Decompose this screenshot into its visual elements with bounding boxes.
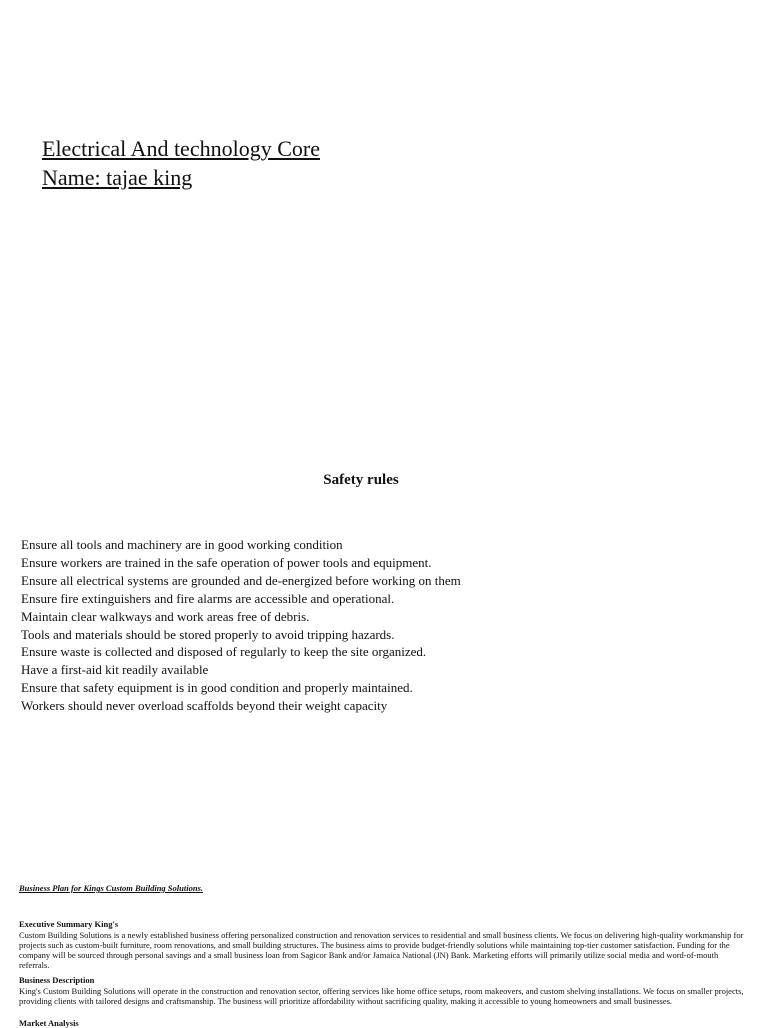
safety-rule: Ensure waste is collected and disposed of regularly to keep the site organized. bbox=[21, 644, 427, 660]
safety-rule: Ensure all tools and machinery are in good working condition bbox=[21, 537, 343, 552]
course-title: Electrical And technology Core bbox=[42, 136, 320, 161]
title-block bbox=[42, 134, 320, 192]
safety-rule: Workers should never overload scaffolds beyond their weight capacity bbox=[21, 698, 388, 714]
business-description-heading: Business Description bbox=[19, 975, 95, 985]
business-plan-title: Business Plan for Kings Custom Building Solutions. bbox=[19, 883, 204, 893]
market-analysis-heading: Market Analysis bbox=[19, 1018, 79, 1028]
student-name: Name: tajae king bbox=[42, 165, 193, 190]
safety-rule: Maintain clear walkways and work areas free of debris. bbox=[21, 608, 310, 624]
safety-rule: Ensure workers are trained in the safe operation of power tools and equipment. bbox=[21, 554, 432, 570]
executive-summary-heading: Executive Summary King's bbox=[19, 919, 119, 929]
safety-rule: Tools and materials should be stored properly to avoid tripping hazards. bbox=[21, 626, 395, 642]
business-description-body: King's Custom Building Solutions will operate in the construction and renovation sector, offering services like home office setups, room makeovers, and custom shelving installations. We focus on smaller projects, providing clients with tailored designs and craftsmanship. The business will prioritize affordability without sacrificing quality, making it accessible to young homeowners and small businesses. bbox=[19, 986, 744, 1006]
executive-summary-body: Custom Building Solutions is a newly established business offering personalized construction and renovation services to residential and small business clients. We focus on delivering high-quality workmanship for projects such as custom-built furniture, room renovations, and small building structures. The business aims to provide budget-friendly solutions while maintaining top-tier customer satisfaction. Funding for the company will be sourced through personal savings and a small business loan from Sagicor Bank and/or Jamaica National (JN) Bank. Marketing efforts will primarily utilize social media and word-of-mouth referrals. bbox=[19, 930, 744, 970]
safety-rule: Ensure fire extinguishers and fire alarms are accessible and operational. bbox=[21, 590, 395, 606]
safety-rules-heading: Safety rules bbox=[323, 472, 399, 488]
safety-rule: Ensure that safety equipment is in good condition and properly maintained. bbox=[21, 680, 413, 696]
safety-rule: Have a first-aid kit readily available bbox=[21, 662, 209, 678]
safety-rules-list bbox=[21, 536, 461, 715]
safety-rule: Ensure all electrical systems are grounded and de-energized before working on them bbox=[21, 572, 461, 588]
